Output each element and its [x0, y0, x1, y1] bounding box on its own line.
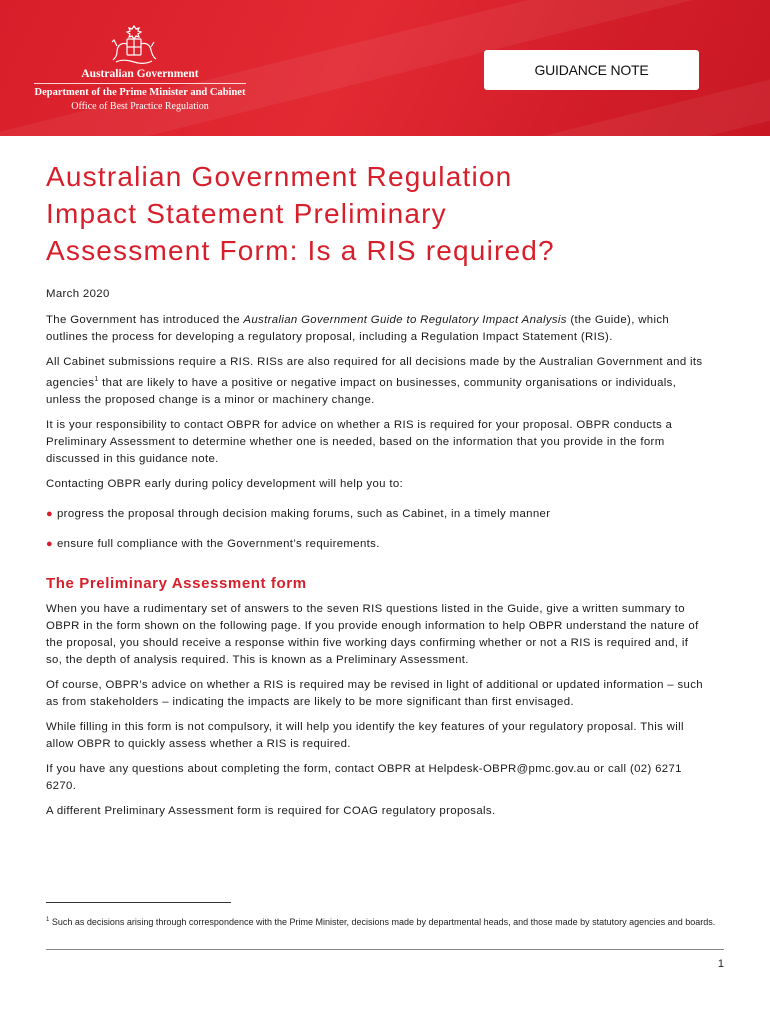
page-number: 1: [717, 958, 724, 970]
publication-date: March 2020: [46, 288, 110, 300]
coat-of-arms-icon: [108, 24, 160, 68]
bullet-text: progress the proposal through decision making forums, such as Cabinet, in a timely manner: [57, 507, 551, 520]
footnote-marker: 1: [46, 917, 50, 923]
bullet-item: [46, 536, 706, 553]
footnote-text: Such as decisions arising through correspondence with the Prime Minister, decisions made by departmental heads, and those made by statutory agencies and boards.: [49, 917, 716, 927]
compulsory-paragraph: While filling in this form is not compulsory, it will help you identify the key features of your regulatory proposal. This will allow OBPR to quickly assess whether a RIS is required.: [46, 720, 684, 750]
document-body: [46, 286, 706, 828]
cabinet-text-a: All Cabinet submissions require a RIS. RISs are also required for all decisions made by the Australian Government and its agencies: [46, 356, 703, 389]
section-heading: The Preliminary Assessment form: [46, 574, 307, 592]
bullet-item: [46, 506, 706, 523]
cabinet-paragraph: [46, 354, 706, 409]
revision-paragraph: Of course, OBPR’s advice on whether a RIS is required may be revised in light of additional or updated information – such as from stakeholders – indicating the impacts are likely to be more significant than first envisaged.: [46, 678, 703, 708]
cabinet-text-b: that are likely to have a positive or negative impact on businesses, community organisations or individuals, unless the proposed change is a minor or machinery change.: [46, 376, 677, 406]
footnote: [46, 912, 726, 931]
guide-title: Australian Government Guide to Regulatory Impact Analysis: [243, 314, 567, 326]
title-line-2: Impact Statement Preliminary: [46, 198, 447, 229]
intro-text-b: (the Guide), which outlines the process for developing a regulatory proposal, including a Regulation Impact Statement (RIS).: [46, 314, 670, 343]
government-title: Australian Government: [81, 68, 199, 80]
contacting-paragraph: Contacting OBPR early during policy development will help you to:: [46, 477, 404, 490]
guidance-note-label: [484, 50, 699, 90]
title-line-1: Australian Government Regulation: [46, 161, 513, 192]
header-banner: [0, 0, 770, 136]
office-name: Office of Best Practice Regulation: [71, 101, 209, 112]
department-name: Department of the Prime Minister and Cabinet: [34, 87, 246, 98]
bullet-icon: ●: [46, 537, 53, 550]
guidance-note-text: GUIDANCE NOTE: [534, 62, 649, 78]
page-footer-divider: [46, 949, 724, 950]
header-divider: [34, 83, 246, 84]
responsibility-paragraph: It is your responsibility to contact OBPR for advice on whether a RIS is required for your proposal. OBPR conducts a Preliminary Assessment to determine whether one is needed, based on the information that you provide in the form discussed in this guidance note.: [46, 418, 673, 465]
intro-paragraph: [46, 312, 706, 346]
form-paragraph: When you have a rudimentary set of answers to the seven RIS questions listed in the Guide, give a written summary to OBPR in the form shown on the following page. If you provide enough information to help OBPR understand the nature of the proposal, you should receive a response within five working days confirming whether or not a RIS is required and, if so, the depth of analysis required. This is known as a Preliminary Assessment.: [46, 602, 699, 666]
coag-paragraph: A different Preliminary Assessment form is required for COAG regulatory proposals.: [46, 804, 496, 817]
footnote-divider: [46, 902, 231, 903]
footnote-ref[interactable]: 1: [94, 376, 99, 383]
title-line-3: Assessment Form: Is a RIS required?: [46, 235, 555, 266]
page-title: [46, 158, 686, 269]
contact-paragraph: If you have any questions about completing the form, contact OBPR at Helpdesk-OBPR@pmc.gov.au or call (02) 6271 6270.: [46, 762, 682, 792]
intro-text-a: The Government has introduced the: [46, 314, 244, 326]
bullet-text: ensure full compliance with the Government’s requirements.: [57, 537, 380, 550]
bullet-icon: ●: [46, 507, 53, 520]
